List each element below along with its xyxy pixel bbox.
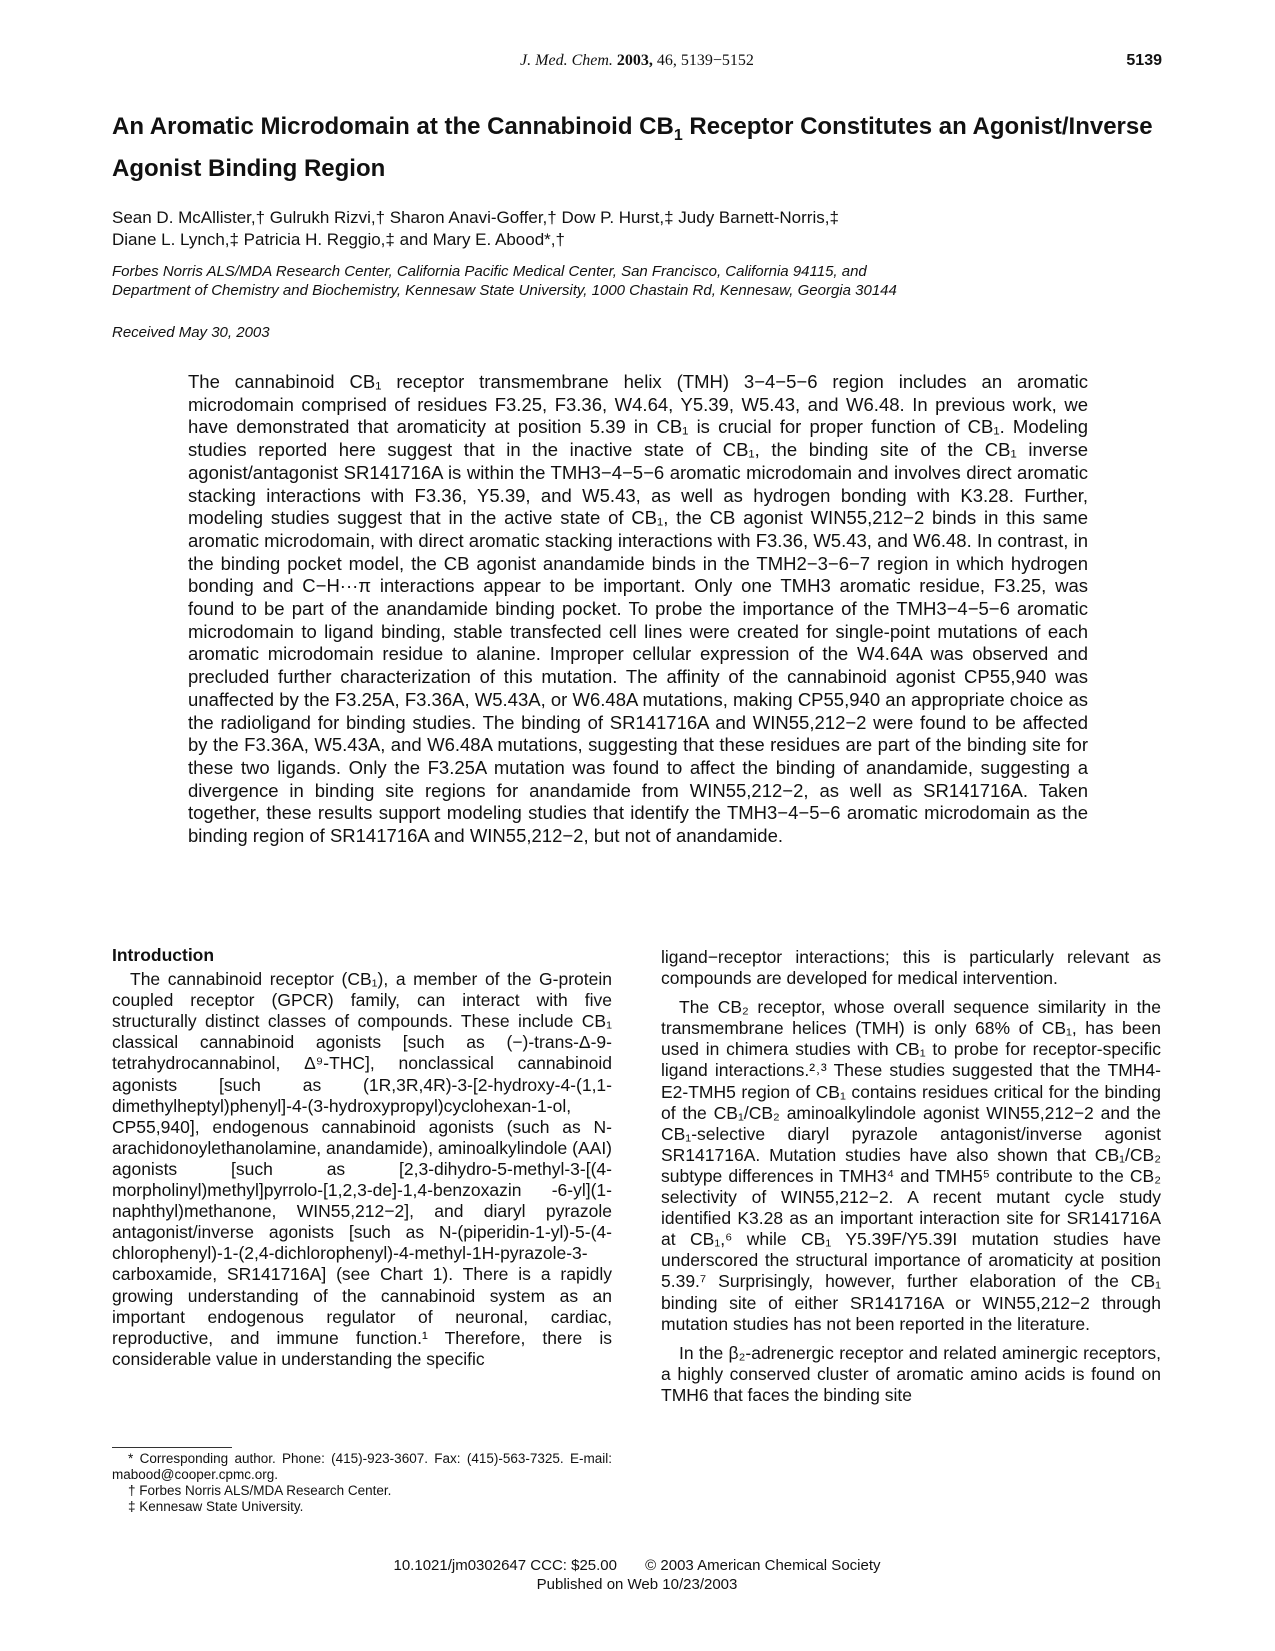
intro-paragraph-1: The cannabinoid receptor (CB₁), a member of the G-protein coupled receptor (GPCR) family, can interact with five structurally distinct classes of compounds. These include CB₁ classical cannabinoid agonists [such as (−)-trans-Δ-9-tetrahydrocannabinol, Δ⁹-THC], nonclassical cannabinoid agonists [such as (1R,3R,4R)-3-[2-hydroxy-4-(1,1-dimethylheptyl)phenyl]-4-(3-hydroxypropyl)cyclohexan-1-ol, CP55,940], endogenous cannabinoid agonists (such as N-arachidonoylethanolamine, anandamide), aminoalkylindole (AAI) agonists [such as [2,3-dihydro-5-methyl-3-[(4-morpholinyl)methyl]pyrrolo-[1,2,3-de]-1,4-benzoxazin -6-yl](1-naphthyl)methanone, WIN55,212−2], and diaryl pyrazole antagonist/inverse agonists [such as N-(piperidin-1-yl)-5-(4-chlorophenyl)-1-(2,4-dichlorophenyl)-4-methyl-1H-pyrazole-3-carboxamide, SR141716A] (see Chart 1). There is a rapidly growing understanding of the cannabinoid system as an important endogenous regulator of neuronal, cardiac, reproductive, and immune function.¹ Therefore, there is considerable value in understanding the specific: [112, 969, 613, 1369]
copyright: © 2003 American Chemical Society: [645, 1557, 881, 1574]
authors-line-1: Sean D. McAllister,† Gulrukh Rizvi,† Sharon Anavi-Goffer,† Dow P. Hurst,‡ Judy Barnett-Norris,‡: [112, 208, 839, 227]
footnote-corresponding: * Corresponding author. Phone: (415)-923-3607. Fax: (415)-563-7325. E-mail: mabood@cooper.cpmc.org.: [112, 1451, 612, 1482]
page-number: 5139: [1126, 52, 1162, 69]
publication-date: Published on Web 10/23/2003: [536, 1576, 738, 1593]
affiliation-line-1: Forbes Norris ALS/MDA Research Center, California Pacific Medical Center, San Francisco, California 94115, and: [112, 263, 867, 280]
section-heading-introduction: Introduction: [112, 945, 215, 965]
title-subscript: 1: [673, 126, 683, 144]
article-title: [112, 110, 1162, 185]
footnote-dagger: † Forbes Norris ALS/MDA Research Center.: [128, 1483, 392, 1498]
title-part-1: An Aromatic Microdomain at the Cannabinoid CB: [112, 113, 674, 140]
journal-year: 2003,: [616, 52, 653, 69]
author-list: [112, 207, 1162, 251]
page-footer: [112, 1556, 1162, 1594]
intro-paragraph-continued: ligand−receptor interactions; this is particularly relevant as compounds are developed for medical intervention.: [661, 947, 1161, 989]
affiliation-line-2: Department of Chemistry and Biochemistry, Kennesaw State University, 1000 Chastain Rd, Kennesaw, Georgia 30144: [112, 282, 897, 299]
footnotes: [112, 1451, 612, 1515]
received-date: Received May 30, 2003: [112, 324, 270, 341]
intro-paragraph-2: The CB₂ receptor, whose overall sequence similarity in the transmembrane helices (TMH) is only 68% of CB₁, has been used in chimera studies with CB₁ to probe for receptor-specific ligand interactions.²˒³ These studies suggested that the TMH4-E2-TMH5 region of CB₁ contains residues critical for the binding of the CB₁/CB₂ aminoalkylindole agonist WIN55,212−2 and the CB₁-selective diaryl pyrazole antagonist/inverse agonist SR141716A. Mutation studies have also shown that CB₁/CB₂ subtype differences in TMH3⁴ and TMH5⁵ contribute to the CB₂ selectivity of WIN55,212−2. A recent mutant cycle study identified K3.28 as an important interaction site for SR141716A at CB₁,⁶ while CB₁ Y5.39F/Y5.39I mutation studies have underscored the structural importance of aromaticity at position 5.39.⁷ Surprisingly, however, further elaboration of the CB₁ binding site of either SR141716A or WIN55,212−2 through mutation studies has not been reported in the literature.: [661, 997, 1161, 1334]
doi-price: 10.1021/jm0302647 CCC: $25.00: [393, 1557, 617, 1574]
abstract: The cannabinoid CB₁ receptor transmembrane helix (TMH) 3−4−5−6 region includes an aromatic microdomain comprised of residues F3.25, F3.36, W4.64, Y5.39, W5.43, and W6.48. In previous work, we have demonstrated that aromaticity at position 5.39 in CB₁ is crucial for proper function of CB₁. Modeling studies reported here suggest that in the inactive state of CB₁, the binding site of the CB₁ inverse agonist/antagonist SR141716A is within the TMH3−4−5−6 aromatic microdomain and involves direct aromatic stacking interactions with F3.36, Y5.39, and W5.43, as well as hydrogen bonding with K3.28. Further, modeling studies suggest that in the active state of CB₁, the CB agonist WIN55,212−2 binds in this same aromatic microdomain, with direct aromatic stacking interactions with F3.36, W5.43, and W6.48. In contrast, in the binding pocket model, the CB agonist anandamide binds in the TMH2−3−6−7 region in which hydrogen bonding and C−H···π interactions appear to be important. Only one TMH3 aromatic residue, F3.25, was found to be part of the anandamide binding pocket. To probe the importance of the TMH3−4−5−6 aromatic microdomain to ligand binding, stable transfected cell lines were created for single-point mutations of each aromatic microdomain residue to alanine. Improper cellular expression of the W4.64A was observed and precluded further characterization of this mutation. The affinity of the cannabinoid agonist CP55,940 was unaffected by the F3.25A, F3.36A, W5.43A, or W6.48A mutations, making CP55,940 an appropriate choice as the radioligand for binding studies. The binding of SR141716A and WIN55,212−2 were found to be affected by the F3.36A, W5.43A, and W6.48A mutations, suggesting that these residues are part of the binding site for these two ligands. Only the F3.25A mutation was found to affect the binding of anandamide, suggesting a divergence in binding site regions for anandamide from WIN55,212−2, as well as SR141716A. Taken together, these results support modeling studies that identify the TMH3−4−5−6 aromatic microdomain as the binding region of SR141716A and WIN55,212−2, but not of anandamide.: [188, 371, 1088, 847]
left-column: [112, 945, 612, 1370]
affiliations: [112, 262, 1182, 300]
footnote-double-dagger: ‡ Kennesaw State University.: [128, 1499, 304, 1514]
journal-name: J. Med. Chem.: [520, 52, 613, 69]
authors-line-2: Diane L. Lynch,‡ Patricia H. Reggio,‡ and Mary E. Abood*,†: [112, 230, 565, 249]
footnote-divider: [112, 1447, 232, 1448]
journal-citation: [112, 52, 1162, 70]
right-column: [661, 947, 1161, 1414]
journal-volume-pages: 46, 5139−5152: [656, 52, 754, 69]
intro-paragraph-3: In the β₂-adrenergic receptor and related aminergic receptors, a highly conserved cluster of aromatic amino acids is found on TMH6 that faces the binding site: [661, 1342, 1161, 1405]
running-head: [112, 52, 1162, 76]
title-part-2: Receptor Constitutes an Agonist/Inverse Agonist Binding Region: [112, 113, 1153, 182]
